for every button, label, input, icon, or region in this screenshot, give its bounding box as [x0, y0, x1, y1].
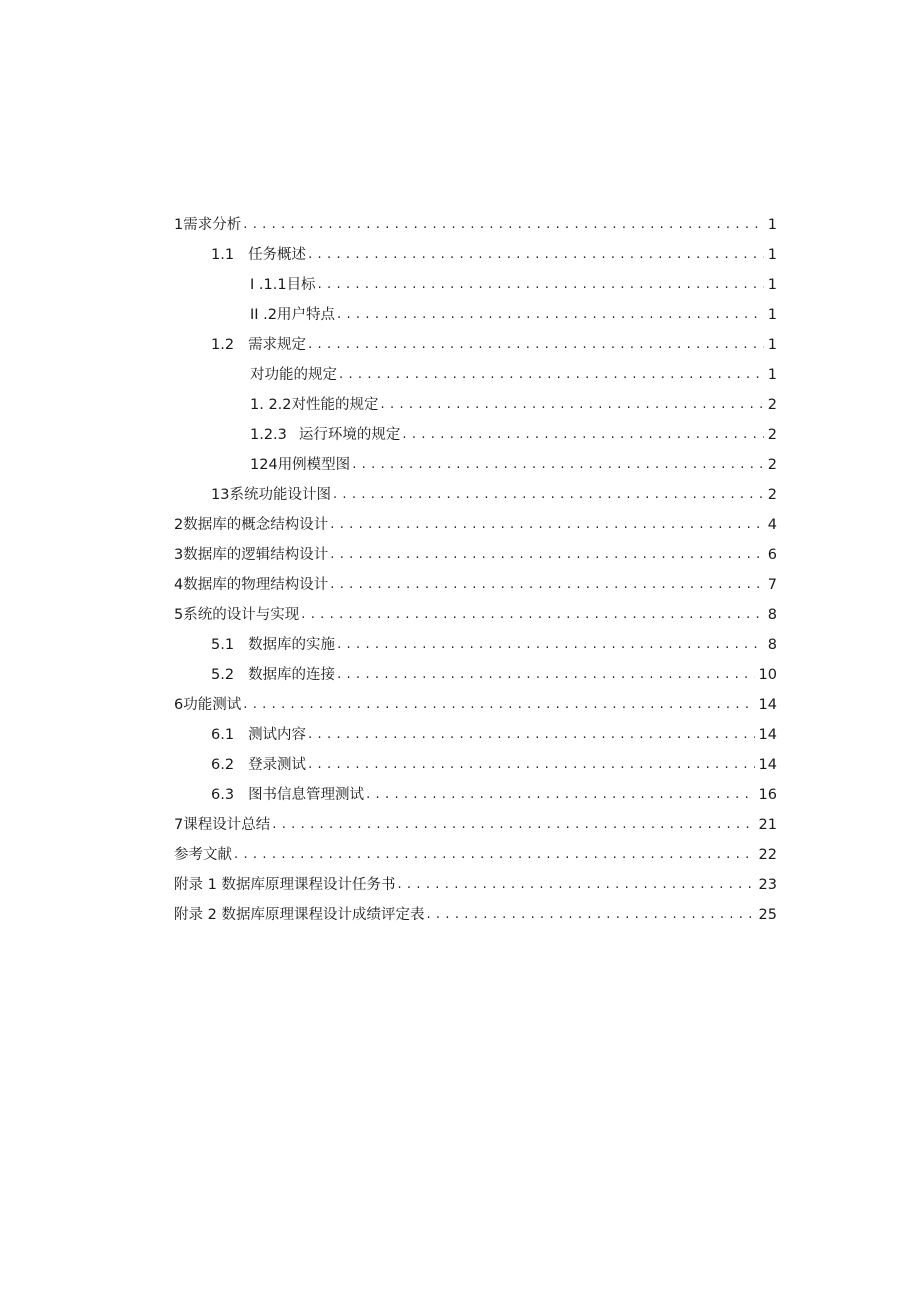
- toc-entry-number: 4: [174, 577, 184, 593]
- toc-dot-leader: [308, 753, 754, 777]
- toc-entry[interactable]: [211, 723, 777, 747]
- toc-dot-leader: [243, 693, 754, 717]
- toc-entry-title: 数据库的实施: [248, 637, 336, 653]
- toc-dot-leader: [337, 663, 754, 687]
- toc-entry-page: 8: [767, 607, 777, 623]
- toc-entry-title: 登录测试: [248, 757, 307, 773]
- toc-dot-leader: [330, 543, 764, 567]
- toc-entry-page: 2: [767, 397, 777, 413]
- toc-entry[interactable]: [250, 453, 777, 477]
- toc-entry[interactable]: [174, 603, 777, 627]
- toc-dot-leader: [308, 723, 754, 747]
- toc-entry-number: 1. 2.2: [250, 397, 292, 413]
- toc-entry-number: 1.2: [211, 337, 235, 353]
- toc-entry-page: 1: [767, 217, 777, 233]
- toc-entry-title: 目标: [286, 277, 316, 293]
- toc-entry[interactable]: [174, 813, 777, 837]
- toc-entry-page: 4: [767, 517, 777, 533]
- toc-entry-title: 任务概述: [248, 247, 307, 263]
- toc-entry-page: 21: [758, 817, 777, 833]
- toc-entry-title: 需求分析: [183, 217, 242, 233]
- toc-dot-leader: [337, 633, 764, 657]
- toc-entry-title: 对性能的规定: [291, 397, 379, 413]
- toc-entry[interactable]: [211, 243, 777, 267]
- toc-entry-title: 数据库的逻辑结构设计: [183, 547, 329, 563]
- toc-entry-number: 5: [174, 607, 184, 623]
- toc-entry-number: 1: [174, 217, 184, 233]
- toc-entry-page: 16: [758, 787, 777, 803]
- toc-entry-title: 参考文献: [174, 847, 232, 863]
- toc-entry-title: 系统功能设计图: [229, 487, 331, 503]
- toc-dot-leader: [330, 513, 764, 537]
- toc-dot-leader: [366, 783, 754, 807]
- toc-entry-title: 数据库的物理结构设计: [183, 577, 329, 593]
- toc-entry-number: 1.2.3: [250, 427, 287, 443]
- toc-dot-leader: [272, 813, 754, 837]
- toc-entry-title: 测试内容: [248, 727, 307, 743]
- toc-dot-leader: [243, 213, 764, 237]
- toc-entry-title: 需求规定: [248, 337, 307, 353]
- toc-entry-number: 5.1: [211, 637, 235, 653]
- toc-dot-leader: [308, 243, 764, 267]
- toc-entry[interactable]: [250, 303, 777, 327]
- toc-dot-leader: [333, 483, 764, 507]
- toc-entry-number: 13: [211, 487, 230, 503]
- toc-dot-leader: [397, 873, 754, 897]
- toc-entry-page: 22: [758, 847, 777, 863]
- toc-entry[interactable]: [211, 483, 777, 507]
- toc-entry-number: 1.1: [211, 247, 235, 263]
- toc-entry-number: 3: [174, 547, 184, 563]
- toc-entry[interactable]: [250, 423, 777, 447]
- toc-entry[interactable]: [211, 783, 777, 807]
- toc-entry-number: 124: [250, 457, 278, 473]
- toc-entry-page: 1: [767, 307, 777, 323]
- toc-entry[interactable]: [174, 873, 777, 897]
- toc-dot-leader: [234, 843, 755, 867]
- toc-entry-page: 1: [767, 277, 777, 293]
- toc-dot-leader: [330, 573, 764, 597]
- toc-entry-page: 8: [767, 637, 777, 653]
- toc-entry[interactable]: [211, 663, 777, 687]
- toc-entry[interactable]: [250, 363, 777, 387]
- toc-entry-page: 14: [758, 697, 777, 713]
- toc-entry[interactable]: [211, 753, 777, 777]
- toc-entry[interactable]: [174, 693, 777, 717]
- toc-entry-page: 7: [767, 577, 777, 593]
- toc-entry[interactable]: [174, 843, 777, 867]
- toc-dot-leader: [402, 423, 763, 447]
- toc-entry-number: 7: [174, 817, 184, 833]
- toc-dot-leader: [426, 903, 754, 927]
- toc-entry[interactable]: [250, 393, 777, 417]
- toc-entry-title: 用例模型图: [277, 457, 351, 473]
- toc-dot-leader: [352, 453, 764, 477]
- toc-entry-page: 2: [767, 487, 777, 503]
- toc-entry-number: 2: [174, 517, 184, 533]
- toc-dot-leader: [381, 393, 764, 417]
- toc-entry-page: 2: [767, 457, 777, 473]
- toc-entry[interactable]: [174, 573, 777, 597]
- toc-entry-title: 数据库的概念结构设计: [183, 517, 329, 533]
- toc-entry[interactable]: [174, 543, 777, 567]
- toc-entry-title: 附录 1 数据库原理课程设计任务书: [174, 877, 396, 893]
- toc-entry-page: 1: [767, 247, 777, 263]
- toc-entry-title: 功能测试: [183, 697, 242, 713]
- toc-dot-leader: [301, 603, 764, 627]
- toc-entry-title: 用户特点: [277, 307, 335, 323]
- toc-entry[interactable]: [211, 633, 777, 657]
- toc-entry[interactable]: [174, 903, 777, 927]
- toc-dot-leader: [339, 363, 764, 387]
- toc-entry-title: 图书信息管理测试: [248, 787, 365, 803]
- toc-dot-leader: [308, 333, 764, 357]
- toc-dot-leader: [337, 303, 764, 327]
- toc-entry-page: 6: [767, 547, 777, 563]
- toc-entry-page: 1: [767, 367, 777, 383]
- toc-entry[interactable]: [174, 513, 777, 537]
- toc-entry[interactable]: [211, 333, 777, 357]
- toc-entry-number: II .2: [250, 307, 277, 323]
- toc-entry-number: 6.2: [211, 757, 235, 773]
- toc-entry-page: 23: [758, 877, 777, 893]
- toc-entry-number: 6: [174, 697, 184, 713]
- toc-entry-number: 6.3: [211, 787, 235, 803]
- toc-entry-page: 2: [767, 427, 777, 443]
- toc-entry-title: 运行环境的规定: [298, 427, 401, 443]
- toc-dot-leader: [318, 273, 764, 297]
- toc-entry-title: 对功能的规定: [250, 367, 337, 383]
- toc-entry-title: 数据库的连接: [248, 667, 336, 683]
- toc-entry-page: 10: [758, 667, 777, 683]
- toc-entry-number: I .1.1: [250, 277, 287, 293]
- toc-entry-page: 14: [758, 757, 777, 773]
- toc-entry-title: 系统的设计与实现: [183, 607, 300, 623]
- toc-entry[interactable]: [174, 213, 777, 237]
- toc-entry-page: 25: [758, 907, 777, 923]
- toc-entry-title: 课程设计总结: [183, 817, 271, 833]
- toc-entry[interactable]: [250, 273, 777, 297]
- toc-entry-page: 1: [767, 337, 777, 353]
- toc-entry-title: 附录 2 数据库原理课程设计成绩评定表: [174, 907, 425, 923]
- toc-entry-number: 5.2: [211, 667, 235, 683]
- toc-entry-number: 6.1: [211, 727, 235, 743]
- toc-entry-page: 14: [758, 727, 777, 743]
